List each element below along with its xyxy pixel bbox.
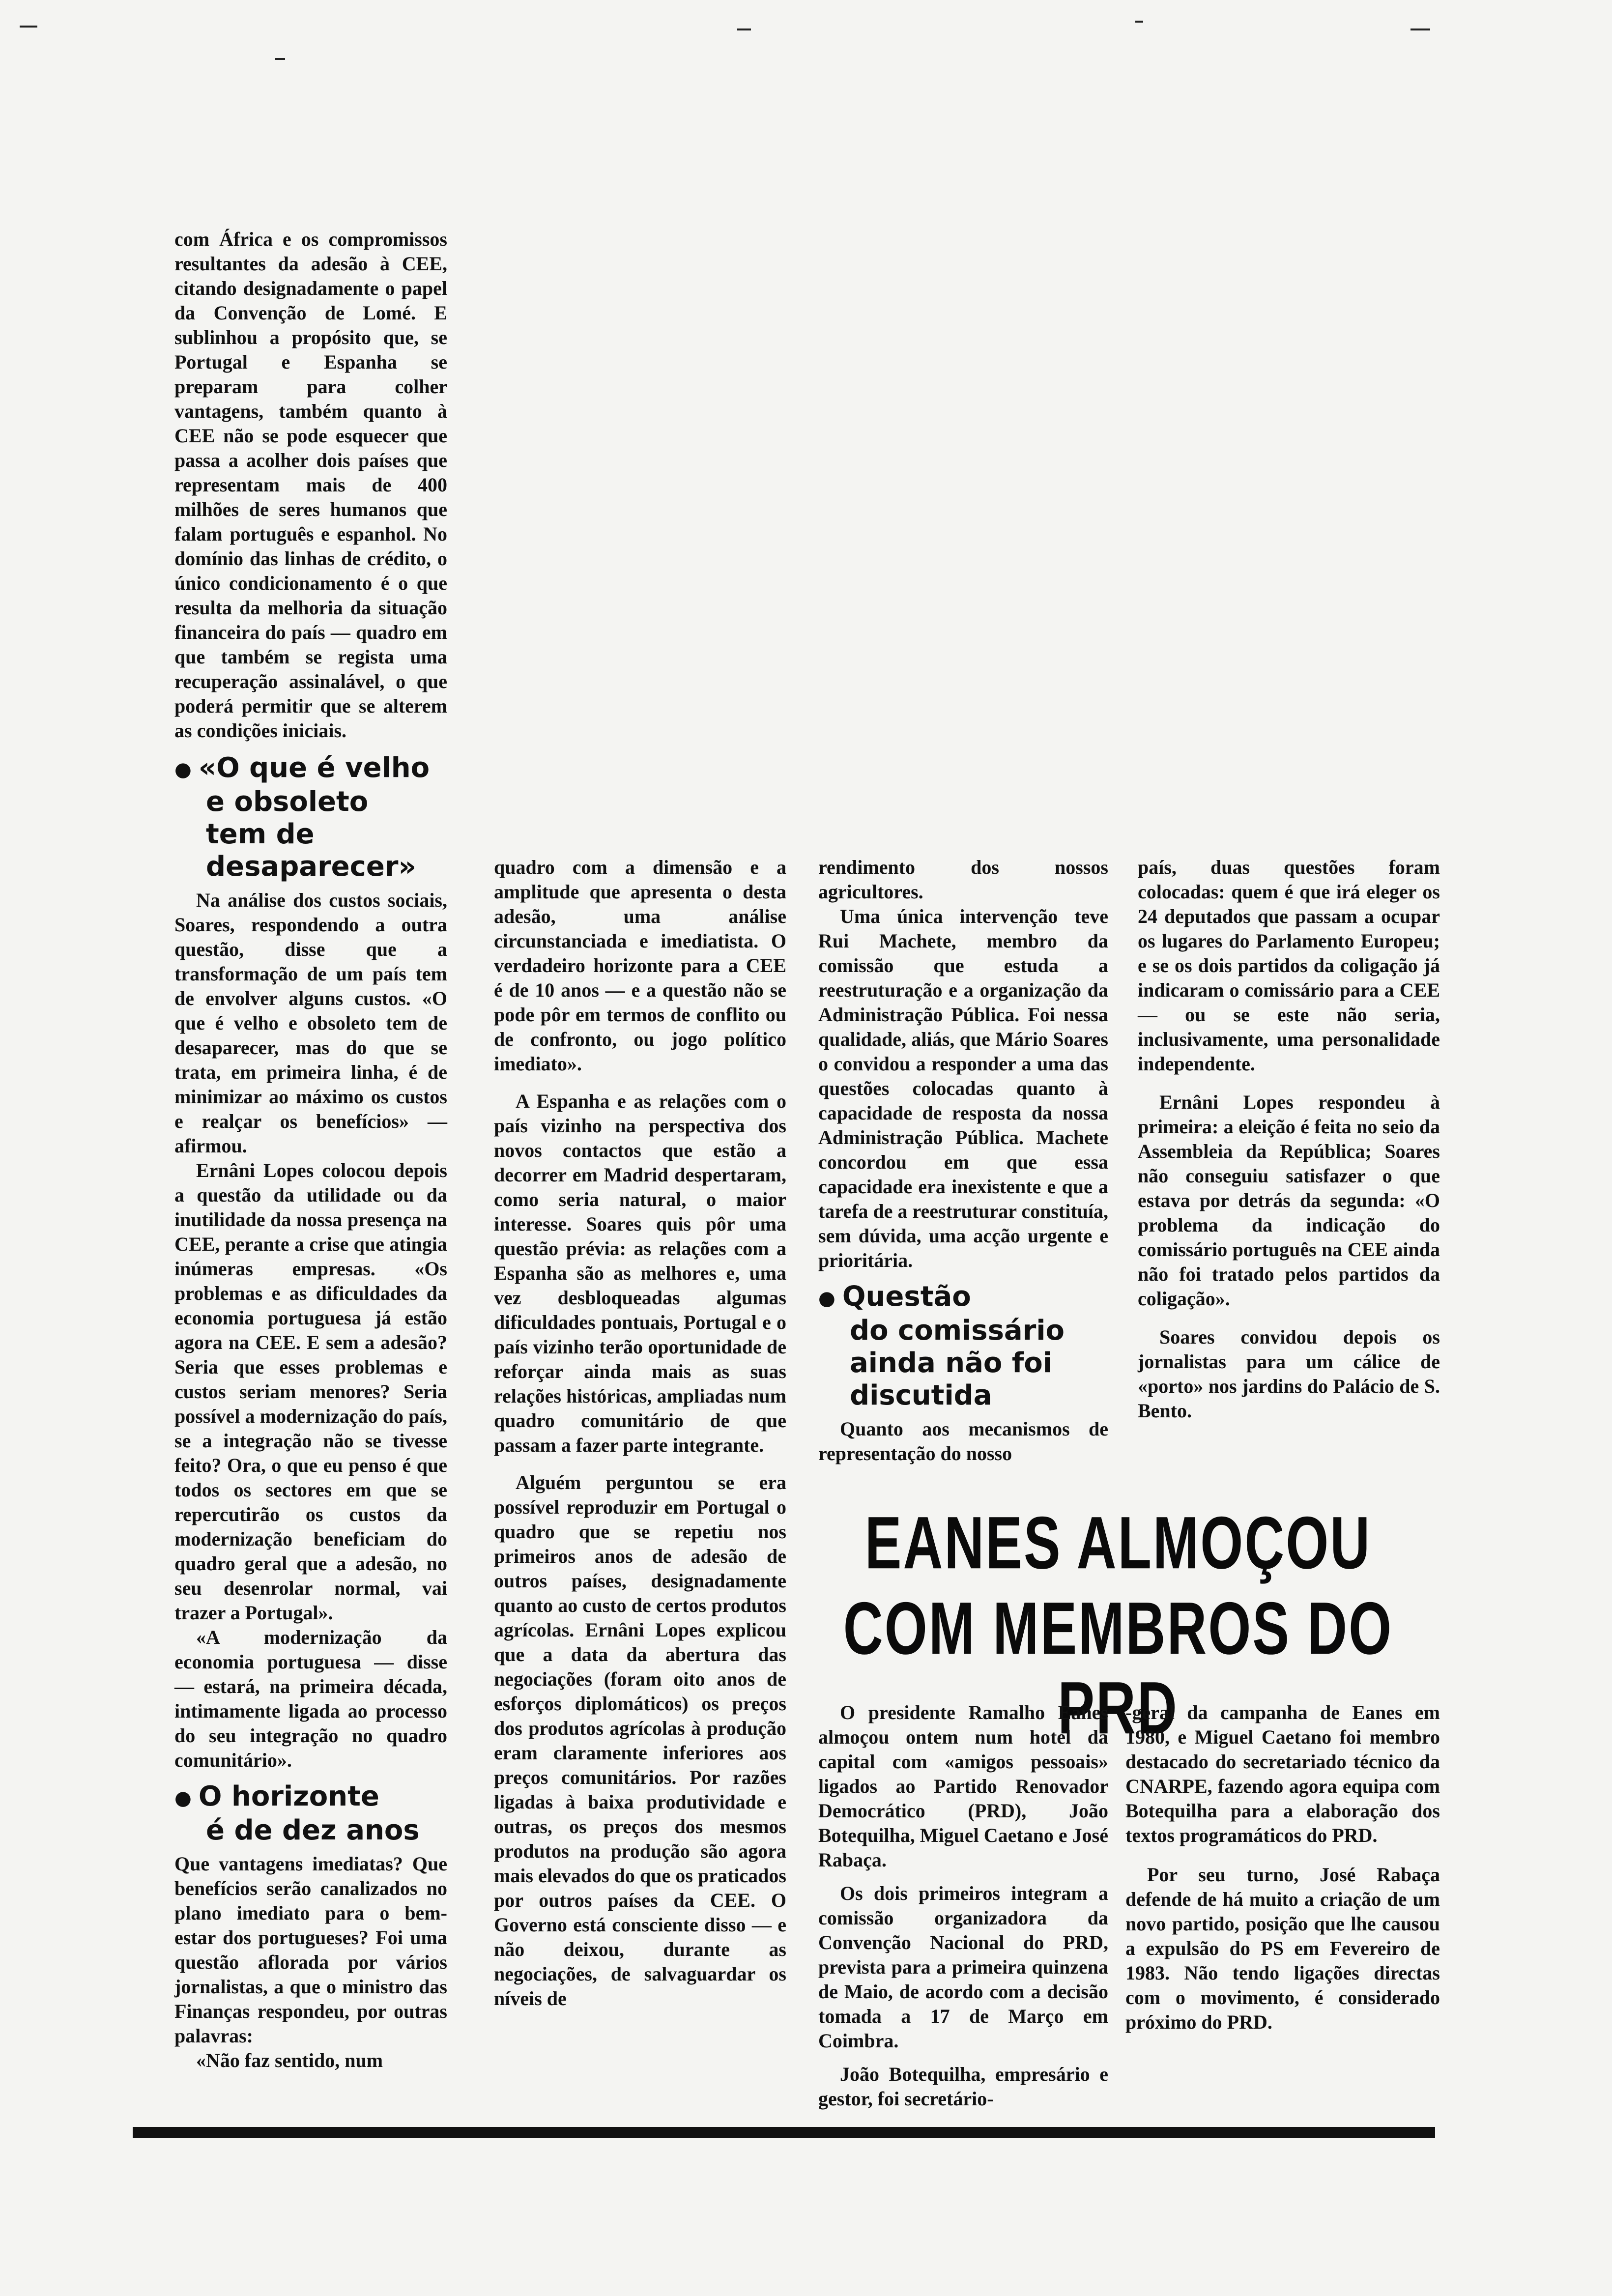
paragraph: Que vantagens imediatas? Que benefícios serão canalizados no plano imediato para o bem-estar dos portugueses? Foi uma questão aflorada por vários jornalistas, a que o ministro das Finanças respondeu, por outras palavras:	[174, 1852, 447, 2047]
paragraph: Ernâni Lopes colocou depois a questão da utilidade ou da inutilidade da nossa presença na CEE, perante a crise que atingia inúmeras empresas. «Os problemas e as dificuldades da economia portuguesa já estão agora na CEE. E sem a adesão? Seria que esses problemas e custos seriam menores? Seria possível a modernização do país, se a integração não se tivesse feito? Ora, o que eu penso é que todos os sectores em que se repercutirão os custos da modernização beneficiam do quadro geral que a adesão, no seu desenrolar normal, vai trazer a Portugal».	[174, 1159, 447, 1624]
bullet-icon: ●	[174, 758, 192, 781]
paragraph: Na análise dos custos sociais, Soares, respondendo a outra questão, disse que a transformação de um país tem de envolver alguns custos. «O que é velho e obsoleto tem de desaparecer, mas do que se trata, em primeira linha, é de minimizar ao máximo os custos e realçar os benefícios» — afirmou.	[174, 889, 447, 1157]
paragraph: «Não faz sentido, num	[196, 2049, 383, 2071]
paragraph: Uma única intervenção teve Rui Machete, membro da comissão que estuda a reestruturação e a organização da Administração Pública. Foi nessa qualidade, aliás, que Mário Soares o convidou a responder a uma das questões colocadas quanto à capacidade de resposta da nossa Administração Pública. Machete concordou em que essa capacidade era inexistente e que a tarefa de a reestruturar constituía, sem dúvida, uma acção urgente e prioritária.	[818, 905, 1108, 1271]
paragraph: Soares convidou depois os jornalistas para um cálice de «porto» nos jardins do Palácio de S. Bento.	[1138, 1326, 1440, 1422]
paragraph: «A modernização da economia portuguesa — disse — estará, na primeira década, intimamente ligada ao processo do seu integração no quadro comunitário».	[174, 1626, 447, 1771]
headline-line-1: EANES ALMOÇOU	[864, 1501, 1372, 1584]
subheading: ● Questão do comissário ainda não foi discutida	[818, 1281, 1065, 1411]
paragraph: país, duas questões foram colocadas: quem é que irá eleger os 24 deputados que passam a ocupar os lugares do Parlamento Europeu; e se os dois partidos da coligação já indicaram o comissário para a CEE — ou se este não seria, inclusivamente, uma personalidade independente.	[1138, 856, 1440, 1075]
subheading: ● O horizonte é de dez anos	[174, 1780, 420, 1846]
article-column-3	[818, 855, 1108, 1466]
bottom-rule	[133, 2127, 1435, 2138]
paragraph: com África e os compromissos resultantes da adesão à CEE, citando designadamente o papel da Convenção de Lomé. E sublinhou a propósito que, se Portugal e Espanha se preparam para colher vantagens, também quanto à CEE não se pode esquecer que passa a acolher dois países que representam mais de 400 milhões de seres humanos que falam português e espanhol. No domínio das linhas de crédito, o único condicionamento é o que resulta da melhoria da situação financeira do país — quadro em que também se regista uma recuperação assinalável, o que poderá permitir que se alterem as condições iniciais.	[174, 228, 447, 742]
paragraph: Alguém perguntou se era possível reproduzir em Portugal o quadro que se repetiu nos primeiros anos de adesão de outros países, designadamente quanto ao custo de certos produtos agrícolas. Ernâni Lopes explicou que a data da abertura das negociações (foram oito anos de esforços diplomáticos) os preços dos produtos agrícolas à produção eram claramente inferiores aos preços comunitários. Por razões ligadas à baixa produtividade e outras, os preços dos mesmos produtos na produção são agora mais elevados do que os praticados por outros países da CEE. O Governo está consciente disso — e não deixou, durante as negociações, de salvaguardar os níveis de	[494, 1471, 786, 2009]
headline-line-2: COM MEMBROS DO PRD	[843, 1586, 1393, 1750]
scan-mark	[275, 58, 285, 60]
article-column-4	[1138, 855, 1440, 1423]
paragraph: Ernâni Lopes respondeu à primeira: a eleição é feita no seio da Assembleia da República; Soares não conseguiu satisfazer o que estava por detrás da segunda: «O problema da indicação do comissário português na CEE ainda não foi tratado pelos partidos da coligação».	[1138, 1091, 1440, 1310]
scan-mark	[737, 29, 751, 30]
scan-mark	[1410, 29, 1430, 30]
scan-mark	[1135, 21, 1143, 23]
paragraph: João Botequilha, empresário e gestor, foi secretário-	[818, 2063, 1108, 2110]
paragraph: rendimento dos nossos agricultores.	[818, 856, 1108, 903]
prd-article-column-2	[1125, 1700, 1440, 2035]
paragraph: O presidente Ramalho Eanes almoçou ontem num hotel da capital com «amigos pessoais» ligados ao Partido Renovador Democrático (PRD), João Botequilha, Miguel Caetano e José Rabaça.	[818, 1701, 1108, 1871]
paragraph: Os dois primeiros integram a comissão organizadora da Convenção Nacional do PRD, prevista para a primeira quinzena de Maio, de acordo com a decisão tomada a 17 de Março em Coimbra.	[818, 1882, 1108, 2052]
article-column-2	[494, 855, 786, 2011]
paragraph: quadro com a dimensão e a amplitude que apresenta o desta adesão, uma análise circunstanciada e imediatista. O verdadeiro horizonte para a CEE é de 10 anos — e a questão não se pode pôr em termos de conflito ou de confronto, ou jogo político imediato».	[494, 856, 786, 1075]
prd-article-column-1	[818, 1700, 1108, 2111]
paragraph: Quanto aos mecanismos de representação do nosso	[818, 1417, 1108, 1464]
bullet-icon: ●	[174, 1786, 192, 1809]
paragraph: Por seu turno, José Rabaça defende de há muito a criação de um novo partido, posição que lhe causou a expulsão do PS em Fevereiro de 1983. Não tendo ligações directas com o movimento, é considerado próximo do PRD.	[1125, 1864, 1440, 2033]
subheading: ● «O que é velho e obsoleto tem de desaparecer»	[174, 752, 430, 883]
bullet-icon: ●	[818, 1287, 835, 1310]
article-column-1	[174, 227, 447, 2073]
paragraph: A Espanha e as relações com o país vizinho na perspectiva dos novos contactos que estão a decorrer em Madrid despertaram, como seria natural, o maior interesse. Soares quis pôr uma questão prévia: as relações com a Espanha são as melhores e, uma vez desbloqueadas algumas dificuldades pontuais, Portugal e o país vizinho terão oportunidade de reforçar ainda mais as suas relações históricas, ampliadas num quadro comunitário de que passam a fazer parte integrante.	[494, 1090, 786, 1456]
paragraph: -geral da campanha de Eanes em 1980, e Miguel Caetano foi membro destacado do secretariado técnico da CNARPE, fazendo agora equipa com Botequilha para a elaboração dos textos programáticos do PRD.	[1125, 1701, 1440, 1846]
scan-mark	[20, 26, 37, 28]
